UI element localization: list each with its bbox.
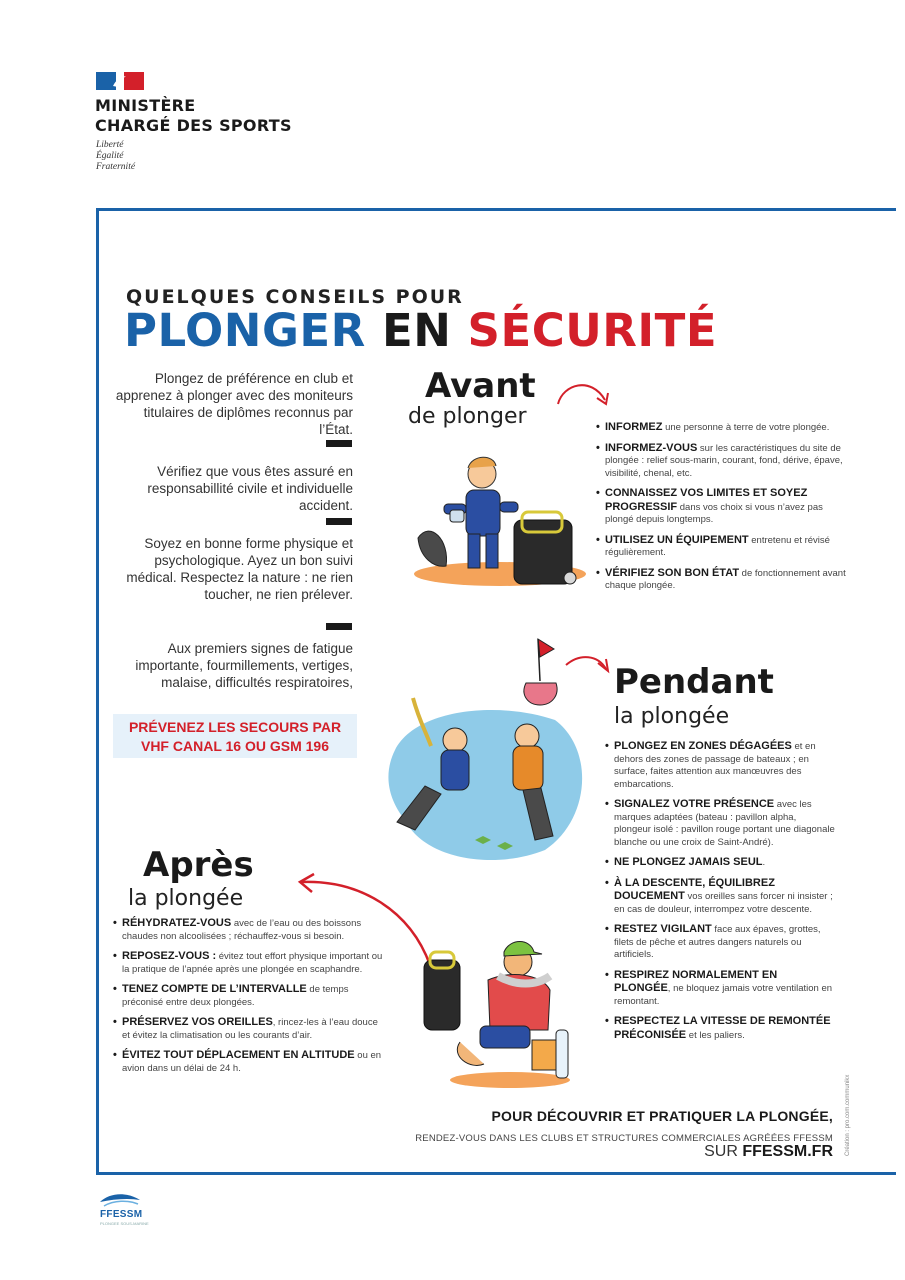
apres-item-bold: RÉHYDRATEZ-VOUS [122,917,232,929]
footer-headline: POUR DÉCOUVRIR ET PRATIQUER LA PLONGÉE, [491,1108,833,1124]
divers-underwater-illustration [385,690,595,865]
pendant-item-text: face aux épaves, grottes, filets de pêche et autres dangers naturels ou artificiels. [614,924,821,960]
title-word-plonger: PLONGER [124,304,366,357]
pendant-item [605,740,835,791]
alert-line-2: VHF CANAL 16 OU GSM 196 [140,738,329,754]
apres-item [113,983,383,1009]
pendant-item-text: vos oreilles sans forcer ni insister ; en cas de douleur, interrompez votre descente. [614,891,833,915]
pendant-item [605,856,835,870]
apres-item-text: avec de l’eau ou des boissons chaudes non alcoolisées ; réchauffez-vous si besoin. [122,918,362,942]
pendant-subheading: la plongée [614,704,730,729]
apres-item-bold: ÉVITEZ TOUT DÉPLACEMENT EN ALTITUDE [122,1049,355,1061]
avant-subheading: de plonger [408,404,527,429]
pendant-item [605,798,835,849]
avant-list [596,421,854,600]
apres-heading: Après [143,845,254,885]
separator-bar [326,440,352,447]
footer-subline: RENDEZ-VOUS DANS LES CLUBS ET STRUCTURES COMMERCIALES AGRÉÉES FFESSM [415,1133,833,1144]
pendant-item-text: avec les marques adaptées (bateau : pavillon alpha, plongeur isolé : pavillon rouge portant une diagonale blanche ou une croix de Saint-André). [614,799,835,848]
footer-site [704,1143,833,1161]
motto-fraternite: Fraternité [96,162,136,172]
pendant-item-text: . [762,857,766,868]
apres-list [113,917,383,1082]
avant-item-text: une personne à terre de votre plongée. [662,422,830,433]
apres-item-text: évitez tout effort physique important ou la pratique de l’apnée après une plongée en scaphandre. [122,951,383,975]
apres-item [113,1049,383,1075]
avant-item-bold: INFORMEZ-VOUS [605,441,698,454]
apres-item-text: ou en avion dans un délai de 24 h. [122,1050,382,1074]
separator-bar [326,623,352,630]
pendant-item [605,1015,835,1042]
page-title [124,304,717,357]
advice-insurance: Vérifiez que vous êtes assuré en responsabillité civile et individuelle accident. [147,464,353,513]
apres-item [113,950,383,976]
apres-item [113,917,383,943]
design-credit: Création : pro.com.communikx [845,1074,851,1156]
avant-heading: Avant [425,366,536,406]
pendant-item-text: et en dehors des zones de passage de bateaux ; en surface, faites attention aux manœuvres des embarcations. [614,741,816,790]
footer-site-prefix: SUR [704,1143,743,1160]
avant-item-bold: UTILISEZ UN ÉQUIPEMENT [605,533,749,546]
diver-resting-illustration [420,930,585,1090]
avant-item-bold: VÉRIFIEZ SON BON ÉTAT [605,566,740,579]
pendant-heading: Pendant [614,662,774,702]
pendant-item-bold: SIGNALEZ VOTRE PRÉSENCE [614,798,775,810]
avant-item-text: de fonctionnement avant chaque plongée. [605,567,846,591]
motto-liberte: Liberté [96,140,124,150]
ministry-line-2: CHARGÉ DES SPORTS [95,116,292,135]
apres-item [113,1016,383,1042]
apres-subheading: la plongée [128,886,244,911]
pendant-item-bold: À LA DESCENTE, ÉQUILIBREZ DOUCEMENT [614,876,775,902]
advice-club: Plongez de préférence en club et apprenez à plonger avec des moniteurs titulaires de diplômes reconnus par l’État. [115,371,353,437]
apres-item-text: de temps préconisé entre deux plongées. [122,984,349,1008]
pendant-item [605,877,835,917]
footer-site-link[interactable]: FFESSM.FR [742,1143,833,1160]
avant-item [596,534,854,560]
ffessm-logo-text: FFESSM [100,1209,143,1220]
pendant-item-text: et les paliers. [686,1029,745,1041]
avant-item [596,487,854,527]
pendant-item-bold: PLONGEZ EN ZONES DÉGAGÉES [614,740,792,752]
arrow-icon [555,378,615,418]
alert-box [113,714,357,758]
avant-item-text: dans vos choix si vous n’avez pas plongé depuis longtemps. [605,501,823,525]
apres-item-text: , rincez-les à l’eau douce et évitez la climatisation ou les courants d’air. [122,1017,378,1041]
apres-item-bold: TENEZ COMPTE DE L’INTERVALLE [122,983,307,995]
avant-item [596,421,854,435]
title-word-en: EN [381,304,452,357]
avant-item-text: entretenu et révisé régulièrement. [605,534,830,558]
pendant-item-bold: RESTEZ VIGILANT [614,923,712,935]
motto-egalite: Égalité [96,151,124,161]
pendant-item-text: , ne bloquez jamais votre ventilation en remontant. [614,983,833,1007]
pendant-item-bold: NE PLONGEZ JAMAIS SEUL [614,856,763,868]
separator-bar [326,518,352,525]
apres-item-bold: REPOSEZ-VOUS : [122,950,217,962]
alert-line-1: PRÉVENEZ LES SECOURS PAR [128,719,342,735]
title-word-securite: SÉCURITÉ [467,304,718,357]
pendant-item [605,923,835,962]
ffessm-logo-tagline: PLONGEE SOUS-MARINE [100,1221,149,1226]
avant-item [596,567,854,593]
ministry-line-1: MINISTÈRE [95,96,196,115]
diver-preparing-illustration [410,450,590,590]
pendant-list [605,740,835,1049]
avant-item-bold: CONNAISSEZ VOS LIMITES ET SOYEZ PROGRESSIF [605,487,808,513]
advice-fitness: Soyez en bonne forme physique et psychologique. Ayez un bon suivi médical. Respectez la nature : ne rien toucher, ne rien prélever. [126,536,353,602]
avant-item-text: sur les caractéristiques du site de plongée : relief sous-marin, courant, fond, dérive, épave, visibilité, chenal, etc. [605,442,843,479]
republic-motto [96,140,135,173]
avant-item [596,442,854,481]
ministry-name [95,96,292,136]
pendant-item-bold: RESPECTEZ LA VITESSE DE REMONTÉE PRÉCONISÉE [614,1015,831,1041]
advice-fatigue: Aux premiers signes de fatigue importante, fourmillements, vertiges, malaise, difficultés respiratoires, [135,641,353,690]
avant-item-bold: INFORMEZ [605,421,663,433]
apres-item-bold: PRÉSERVEZ VOS OREILLES [122,1016,273,1028]
pendant-item-bold: RESPIREZ NORMALEMENT EN PLONGÉE [614,968,778,994]
pendant-item [605,969,835,1009]
republique-francaise-logo-icon [96,72,144,90]
title-small: QUELQUES CONSEILS POUR [126,286,464,308]
